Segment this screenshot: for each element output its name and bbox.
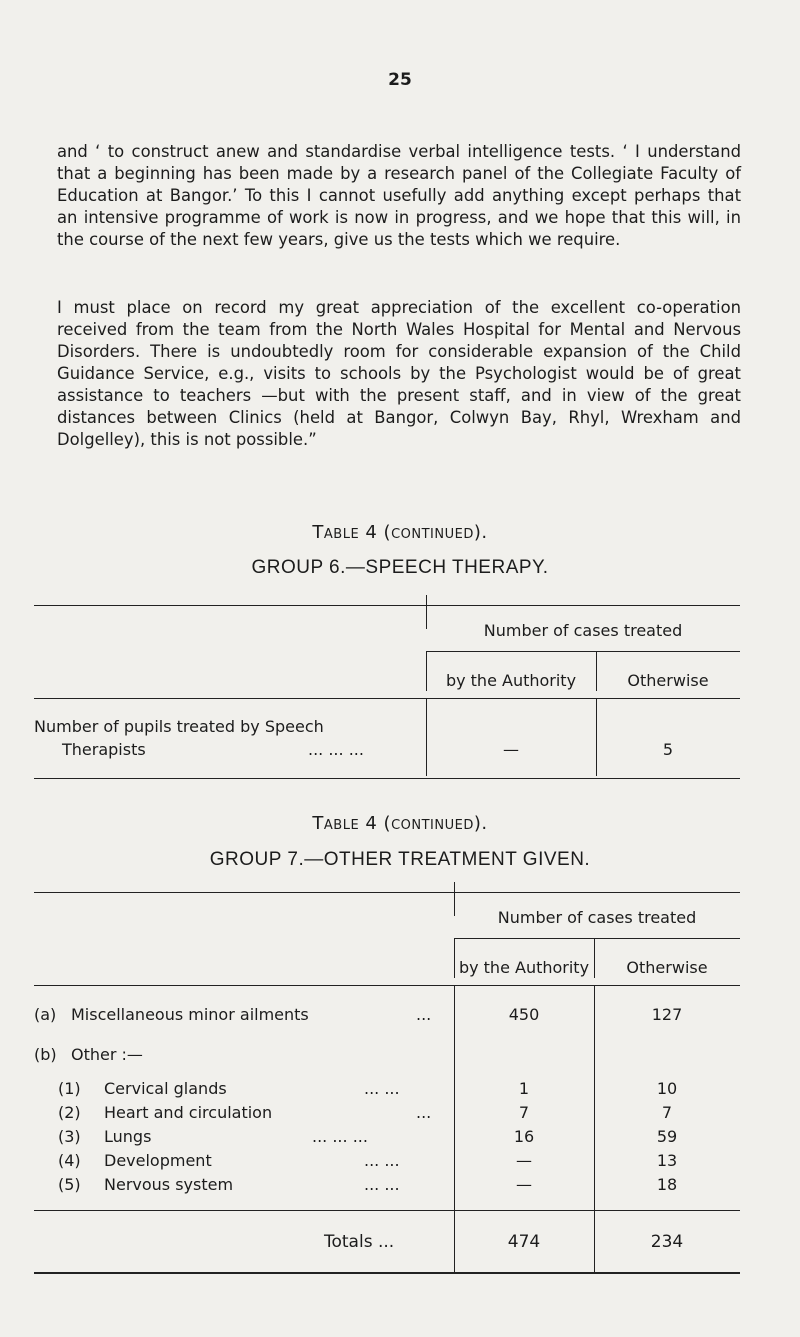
table7-row-prefix: (2): [58, 1103, 81, 1122]
table7-row-label: Other :—: [71, 1045, 143, 1064]
table7-row-label: Lungs: [104, 1127, 152, 1146]
table7-row-dots: ...: [416, 1005, 432, 1024]
table7-row-dots: ... ...: [364, 1175, 400, 1194]
table-group-6: [34, 595, 740, 815]
table7-row-col2: 7: [661, 1103, 673, 1122]
table6-header-col1: by the Authority: [445, 671, 577, 690]
table7-row-col1: 450: [508, 1005, 540, 1024]
table6-vline-body1: [426, 698, 427, 776]
table7-row-prefix: (4): [58, 1151, 81, 1170]
table7-row-label: Heart and circulation: [104, 1103, 273, 1122]
table7-header-col1: by the Authority: [458, 958, 590, 977]
table6-row-label-2: Therapists: [62, 740, 146, 759]
table6-title: GROUP 6.—SPEECH THERAPY.: [251, 557, 549, 578]
table7-totals-label: Totals ...: [324, 1232, 395, 1252]
table6-row-col2: 5: [662, 740, 674, 759]
table7-row-prefix: (b): [34, 1045, 57, 1064]
table7-row-col1: 1: [518, 1079, 530, 1098]
table7-header-col2: Otherwise: [626, 958, 708, 977]
table7-totals-rule: [34, 1210, 740, 1211]
paragraph-1: and ‘ to construct anew and standardise verbal intelligence tests. ‘ I understand that a beginning has been made by a research panel of the Collegiate Faculty of Education at Bangor.’ To this I cannot usefully add anything except perhaps that an intensive programme of work is now in progress, and we hope that this will, in the course of the next few years, give us the tests which we require.: [57, 142, 741, 249]
table6-vline-body2: [596, 698, 597, 776]
table7-row-col2: 18: [656, 1175, 678, 1194]
table6-row-dots: ... ... ...: [308, 740, 364, 759]
table7-header-bottom-rule: [34, 985, 740, 986]
table7-row-label: Miscellaneous minor ailments: [71, 1005, 309, 1024]
table7-row-col1: —: [516, 1151, 532, 1170]
table6-top-rule: [34, 605, 740, 606]
page-number: 25: [388, 70, 412, 90]
table7-header-main: Number of cases treated: [497, 908, 697, 927]
table6-subheader-rule: [426, 651, 740, 652]
table7-top-rule: [34, 892, 740, 893]
table7-row-col2: 59: [656, 1127, 678, 1146]
table6-bottom-rule: [34, 778, 740, 779]
table6-header-bottom-rule: [34, 698, 740, 699]
table6-header-main: Number of cases treated: [483, 621, 683, 640]
table7-row-dots: ... ... ...: [312, 1127, 368, 1146]
table7-row-col1: 7: [518, 1103, 530, 1122]
table7-totals-col2: 234: [650, 1232, 684, 1252]
table7-row-col2: 13: [656, 1151, 678, 1170]
paragraph-2: I must place on record my great appreciation of the excellent co-operation received from the team from the North Wales Hospital for Mental and Nervous Disorders. There is undoubtedly room for considerable expansion of the Child Guidance Service, e.g., visits to schools by the Psychologist would be of great assistance to teachers —but with the present staff, and in view of the great distances between Clinics (held at Bangor, Colwyn Bay, Rhyl, Wrexham and Dolgelley), this is not possible.”: [57, 298, 741, 449]
table6-header-col2: Otherwise: [627, 671, 709, 690]
table7-row-dots: ...: [416, 1103, 432, 1122]
table-group-7: [34, 882, 740, 1322]
table7-row-label: Nervous system: [104, 1175, 234, 1194]
table7-row-prefix: (3): [58, 1127, 81, 1146]
table7-row-label: Cervical glands: [104, 1079, 227, 1098]
table7-caption: Table 4 (continued).: [312, 813, 488, 834]
table6-row-col1: —: [503, 740, 519, 759]
table7-row-dots: ... ...: [364, 1151, 400, 1170]
table7-row-prefix: (a): [34, 1005, 57, 1024]
table7-row-prefix: (1): [58, 1079, 81, 1098]
table6-row-label-1: Number of pupils treated by Speech: [34, 717, 324, 736]
table7-title: GROUP 7.—OTHER TREATMENT GIVEN.: [209, 849, 591, 870]
table7-bottom-rule: [34, 1272, 740, 1274]
table7-row-col1: —: [516, 1175, 532, 1194]
table6-caption: Table 4 (continued).: [312, 522, 488, 543]
table7-row-col1: 16: [513, 1127, 535, 1146]
table7-row-col2: 127: [651, 1005, 683, 1024]
table7-row-dots: ... ...: [364, 1079, 400, 1098]
table7-totals-col1: 474: [507, 1232, 541, 1252]
table7-row-prefix: (5): [58, 1175, 81, 1194]
table7-row-label: Development: [104, 1151, 212, 1170]
table7-row-col2: 10: [656, 1079, 678, 1098]
table7-subheader-rule: [454, 938, 740, 939]
